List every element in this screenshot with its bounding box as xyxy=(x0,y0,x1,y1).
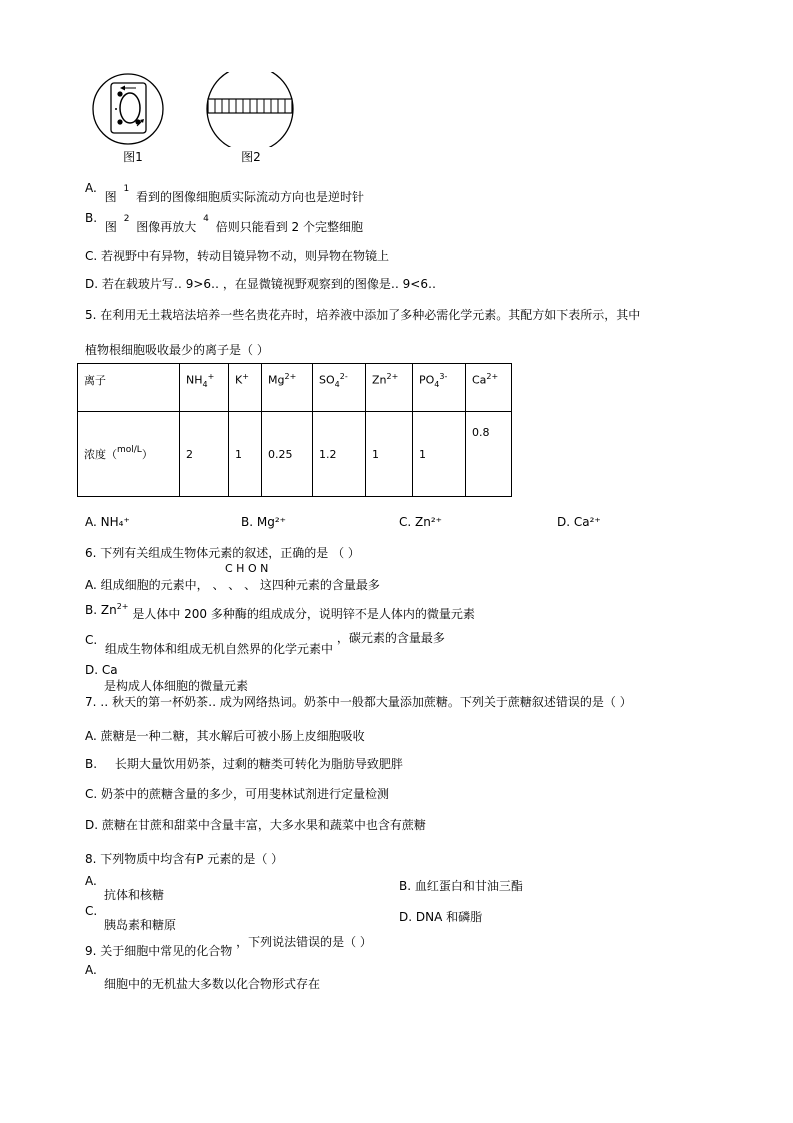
header-label: 离子 xyxy=(78,364,180,412)
q6-stem: 6. 下列有关组成生物体元素的叙述，正确的是 （ ） xyxy=(85,546,360,560)
q5-option-b[interactable]: B. Mg²⁺ xyxy=(241,515,286,529)
q9-option-a[interactable] xyxy=(85,962,320,994)
q5-option-d[interactable]: D. Ca²⁺ xyxy=(557,515,601,529)
figures-area xyxy=(90,72,310,151)
value-cell: 1 xyxy=(413,412,466,497)
ion-cell: $Ca^{2+}$ xyxy=(466,364,512,412)
q9-stem xyxy=(85,935,372,958)
ion-cell: $PO_4^{3-}$ xyxy=(413,364,466,412)
value-cell: 1.2 xyxy=(313,412,366,497)
option-text: 胰岛素和糖原 xyxy=(104,918,177,932)
option-letter: C. xyxy=(85,633,98,647)
option-letter: A. xyxy=(85,963,97,977)
q6-option-d[interactable] xyxy=(85,662,248,694)
figure-2-label: 图2 xyxy=(241,150,261,164)
ion-cell: $Mg^{2+}$ xyxy=(262,364,313,412)
q7-option-d[interactable]: D. 蔗糖在甘蔗和甜菜中含量丰富，大多水果和蔬菜中也含有蔗糖 xyxy=(85,818,426,832)
option-text: 看到的图像细胞质实际流动方向也是逆时针 xyxy=(136,190,365,204)
row-label: 浓度（$^{mol/L}$） xyxy=(78,412,180,497)
q8-stem: 8. 下列物质中均含有P 元素的是（ ） xyxy=(85,852,284,866)
q8-option-b[interactable]: B. 血红蛋白和甘油三酯 xyxy=(399,879,523,893)
option-mid: 图像再放大 xyxy=(136,220,197,234)
q4-option-a[interactable] xyxy=(85,180,365,204)
option-letter: B. Zn xyxy=(85,603,117,617)
option-letter: C. xyxy=(85,904,98,918)
q4-option-d[interactable]: D. 若在载玻片写‥ 9>6‥ ，在显微镜视野观察到的图像是‥ 9<6‥ xyxy=(85,277,437,291)
figure-2-cell-row xyxy=(207,72,293,147)
figure-number: 2 xyxy=(123,214,130,224)
ion-cell: $SO_4^{2-}$ xyxy=(313,364,366,412)
value-cell: 1 xyxy=(229,412,262,497)
q4-option-b[interactable] xyxy=(85,210,363,234)
table-header-row xyxy=(78,364,512,412)
option-text: 倍则只能看到 2 个完整细胞 xyxy=(215,220,363,234)
q8-option-a[interactable] xyxy=(85,873,164,905)
q6-option-b[interactable] xyxy=(85,599,475,621)
figure-number: 1 xyxy=(123,184,130,194)
q7-option-c[interactable]: C. 奶茶中的蔗糖含量的多少，可用斐林试剂进行定量检测 xyxy=(85,787,390,801)
q6-elements: C H O N xyxy=(225,562,269,575)
q5-option-a[interactable]: A. NH₄⁺ xyxy=(85,515,130,529)
q9-stem-part1: 9. 关于细胞中常见的化合物 xyxy=(85,944,233,958)
q8-option-d[interactable]: D. DNA 和磷脂 xyxy=(399,910,483,924)
table-value-row xyxy=(78,412,512,497)
magnification-number: 4 xyxy=(203,214,209,224)
q9-stem-part2: ，下列说法错误的是（ ） xyxy=(236,935,372,949)
value-cell: 1 xyxy=(366,412,413,497)
option-text: 细胞中的无机盐大多数以化合物形式存在 xyxy=(104,977,321,991)
ion-concentration-table xyxy=(77,363,512,497)
q7-option-b[interactable] xyxy=(85,756,403,772)
option-text: 抗体和核糖 xyxy=(104,888,165,902)
ion-cell: $Zn^{2+}$ xyxy=(366,364,413,412)
option-letter: D. Ca xyxy=(85,663,118,677)
option-letter: B. xyxy=(85,211,98,225)
option-letter: B. xyxy=(85,757,98,771)
charge: 2+ xyxy=(116,602,129,611)
q4-option-c[interactable]: C. 若视野中有异物，转动目镜异物不动，则异物在物镜上 xyxy=(85,249,390,263)
option-prefix: 图 xyxy=(104,190,117,204)
option-letter: A. xyxy=(85,181,97,195)
ion-cell: K+ xyxy=(229,364,262,412)
option-text: 长期大量饮用奶茶，过剩的糖类可转化为脂肪导致肥胖 xyxy=(114,757,403,771)
ion-cell: $NH_4^+$ xyxy=(180,364,229,412)
value-cell: 0.25 xyxy=(262,412,313,497)
option-text: 是人体中 200 多种酶的组成成分，说明锌不是人体内的微量元素 xyxy=(132,607,475,621)
value-cell: 0.8 xyxy=(466,412,512,497)
q6-option-a[interactable]: A. 组成细胞的元素中， 、 、 、 这四种元素的含量最多 xyxy=(85,578,380,592)
microscope-figures xyxy=(90,72,310,147)
option-letter: A. xyxy=(85,874,97,888)
q5-option-c[interactable]: C. Zn²⁺ xyxy=(399,515,442,529)
q5-stem-line1: 5. 在利用无土栽培法培养一些名贵花卉时，培养液中添加了多种必需化学元素。其配方如下表所示，其中 xyxy=(85,308,641,322)
option-prefix: 图 xyxy=(104,220,117,234)
option-text: 是构成人体细胞的微量元素 xyxy=(104,679,249,693)
q5-stem-line2: 植物根细胞吸收最少的离子是（ ） xyxy=(85,343,269,357)
figure-1-label: 图1 xyxy=(123,150,143,164)
value-cell: 2 xyxy=(180,412,229,497)
option-text-2: ，碳元素的含量最多 xyxy=(336,631,445,645)
q6-option-c[interactable] xyxy=(85,631,445,656)
q7-option-a[interactable]: A. 蔗糖是一种二糖，其水解后可被小肠上皮细胞吸收 xyxy=(85,729,365,743)
q8-option-c[interactable] xyxy=(85,903,176,935)
option-text-1: 组成生物体和组成无机自然界的化学元素中 xyxy=(105,642,334,656)
q7-stem: 7. ‥ 秋天的第一杯奶茶‥ 成为网络热词。奶茶中一般都大量添加蔗糖。下列关于蔗糖叙述错误的是（ ） xyxy=(85,695,632,709)
figure-1-cell-view xyxy=(93,74,163,144)
